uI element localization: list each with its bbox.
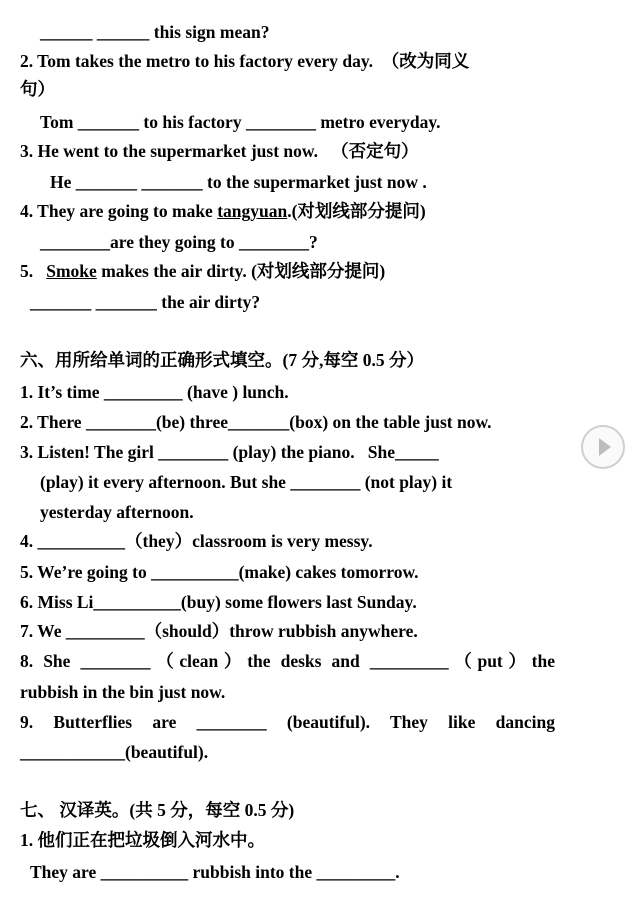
q2-answer-line: Tom _______ to his factory ________ metro everyday. (40, 112, 441, 132)
q4-text-post: .(对划线部分提问) (287, 201, 426, 221)
section6-heading: 六、用所给单词的正确形式填空。(7 分,每空 0.5 分） (20, 350, 424, 370)
q5-text-pre: 5. (20, 261, 47, 281)
q4-answer-line: ________are they going to ________? (40, 232, 318, 252)
q5-underlined-word: Smoke (46, 261, 97, 281)
q2-text: 2. Tom takes the metro to his factory every day. (20, 51, 374, 71)
q4-line1 (20, 200, 426, 222)
section7-heading: 七、 汉译英。(共 5 分，每空 0.5 分) (20, 800, 295, 820)
s6-q6: 6. Miss Li__________(buy) some flowers last Sunday. (20, 592, 417, 612)
q3-line1: 3. He went to the supermarket just now. （否定句） (20, 141, 419, 161)
q5-text-post: makes the air dirty. (对划线部分提问) (96, 261, 386, 281)
q2-line2: 句） (20, 79, 55, 99)
s6-q1: 1. It’s time _________ (have ) lunch. (20, 382, 289, 402)
q4-text-pre: 4. They are going to make (20, 201, 218, 221)
s6-q7: 7. We _________（should）throw rubbish anywhere. (20, 621, 418, 641)
q4-underlined-word: tangyuan (217, 201, 288, 221)
q2-instruction: （改为同义 (381, 51, 470, 71)
s6-q3-line2: (play) it every afternoon. But she ________ (not play) it (40, 472, 453, 492)
s7-q1-line1: 1. 他们正在把垃圾倒入河水中。 (20, 830, 265, 850)
s6-q2: 2. There ________(be) three_______(box) on the table just now. (20, 412, 492, 432)
s6-q9-line2: ____________(beautiful). (20, 742, 209, 762)
s6-q8-line1: 8. She ________（clean）the desks and _________（put）the (20, 651, 555, 671)
play-button[interactable] (581, 425, 625, 469)
q-sign-mean-line: ______ ______ this sign mean? (40, 22, 270, 42)
s6-q5: 5. We’re going to __________(make) cakes tomorrow. (20, 562, 419, 582)
s7-q1-line2: They are __________ rubbish into the _________. (30, 862, 400, 882)
s6-q9-line1: 9. Butterflies are ________ (beautiful). They like dancing (20, 712, 555, 732)
q5-answer-line: _______ _______ the air dirty? (30, 292, 261, 312)
s6-q3-line1: 3. Listen! The girl ________ (play) the piano. She_____ (20, 442, 439, 462)
s6-q4: 4. __________（they）classroom is very messy. (20, 531, 373, 551)
q3-answer-line: He _______ _______ to the supermarket just now . (50, 172, 427, 192)
s6-q8-line2: rubbish in the bin just now. (20, 682, 226, 702)
play-icon (583, 427, 623, 467)
q2-line1 (20, 50, 469, 72)
q5-line1 (20, 260, 385, 282)
s6-q3-line3: yesterday afternoon. (40, 502, 194, 522)
